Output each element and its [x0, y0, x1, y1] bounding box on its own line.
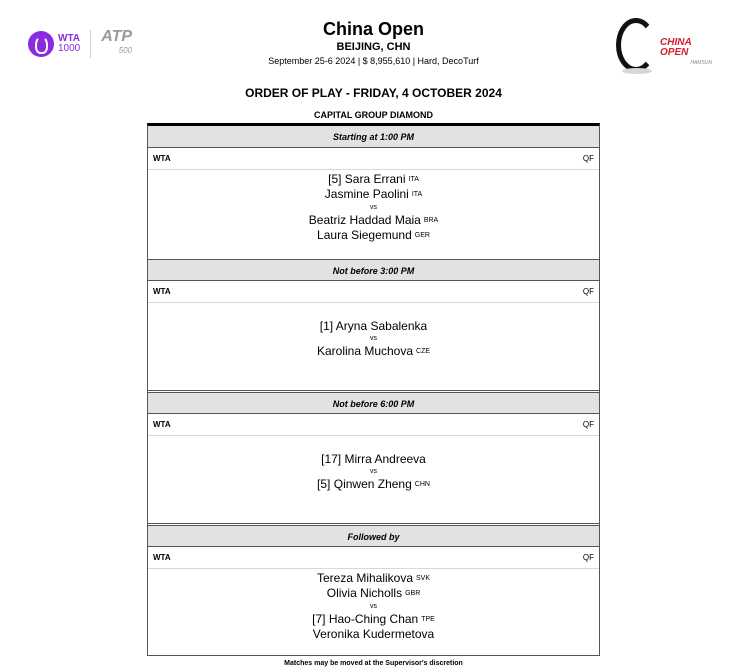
session-4: [148, 525, 599, 655]
session-time: Not before 3:00 PM: [148, 259, 599, 281]
session-time: Starting at 1:00 PM: [148, 126, 599, 148]
atp-logo: ATP 500: [101, 28, 133, 55]
logo-shadow: [622, 68, 652, 74]
player-name: Karolina Muchova: [316, 344, 414, 358]
match-body: [148, 303, 599, 391]
player-nationality: SVK: [416, 575, 431, 582]
player-nationality: ITA: [408, 176, 419, 183]
match-meta: [148, 148, 599, 170]
vs-label: vs: [370, 603, 377, 610]
vs-label: vs: [370, 335, 377, 342]
tour-label: WTA: [153, 553, 171, 562]
vs-label: vs: [370, 204, 377, 211]
match-meta: [148, 547, 599, 569]
player-name: Veronika Kudermetova: [312, 627, 435, 641]
match: [148, 571, 599, 641]
player: [148, 612, 599, 627]
player-nationality: GER: [414, 232, 430, 239]
player: [148, 571, 599, 586]
tour-label: WTA: [153, 287, 171, 296]
player-name: Tereza Mihalikova: [316, 571, 414, 585]
tournament-details: September 25-6 2024 | $ 8,955,610 | Hard, DecoTurf: [268, 56, 479, 66]
player-name: Hao-Ching Chan: [328, 612, 419, 626]
court-schedule: [147, 123, 600, 656]
tournament-location: BEIJING, CHN: [336, 41, 411, 53]
player-name: Mirra Andreeva: [344, 452, 426, 466]
tour-label: WTA: [153, 154, 171, 163]
china-open-s-icon: [616, 18, 656, 72]
player-name: Olivia Nicholls: [326, 586, 403, 600]
player-nationality: ITA: [411, 191, 423, 198]
player-name: Laura Siegemund: [317, 228, 412, 242]
player-name: Jasmine Paolini: [324, 187, 409, 201]
page-header: [0, 0, 747, 80]
session-time: Not before 6:00 PM: [148, 392, 599, 414]
player: [148, 213, 599, 228]
session-3: [148, 392, 599, 524]
player-seed: [5]: [317, 477, 331, 491]
player-seed: [17]: [321, 452, 342, 466]
player-nationality: CHN: [414, 481, 430, 488]
player: [148, 344, 599, 359]
china-open-logo-text: CHINA OPEN HAMSUN: [660, 37, 712, 66]
wta-logo-text: WTA 1000: [58, 33, 81, 54]
player-seed: [7]: [312, 612, 326, 626]
player: [148, 187, 599, 202]
match: [148, 319, 599, 359]
vs-label: vs: [370, 468, 377, 475]
round-label: QF: [582, 287, 594, 296]
match-meta: [148, 414, 599, 436]
player: [148, 172, 599, 187]
player-nationality: BRA: [423, 217, 439, 224]
player: [148, 228, 599, 243]
player-name: Beatriz Haddad Maia: [308, 213, 421, 227]
player: [148, 627, 599, 641]
session-time: Followed by: [148, 525, 599, 547]
footer-note: Matches may be moved at the Supervisor's discretion: [284, 660, 463, 667]
round-label: QF: [582, 420, 594, 429]
tour-label: WTA: [153, 420, 171, 429]
player-nationality: CZE: [416, 348, 431, 355]
court-name: CAPITAL GROUP DIAMOND: [313, 110, 433, 120]
player: [148, 319, 599, 333]
player-name: Aryna Sabalenka: [335, 319, 428, 333]
match: [148, 172, 599, 243]
match-body: [148, 436, 599, 524]
order-of-play-title: ORDER OF PLAY - FRIDAY, 4 OCTOBER 2024: [245, 86, 502, 100]
china-open-logo: [612, 16, 712, 76]
match-body: [148, 170, 599, 260]
player: [148, 477, 599, 492]
round-label: QF: [582, 553, 594, 562]
round-label: QF: [582, 154, 594, 163]
player-seed: [1]: [319, 319, 334, 333]
player-nationality: TPE: [421, 616, 435, 623]
session-2: [148, 259, 599, 391]
player-seed: [5]: [328, 172, 342, 186]
player: [148, 452, 599, 466]
match: [148, 452, 599, 492]
player: [148, 586, 599, 601]
tournament-name: China Open: [322, 19, 424, 39]
match-body: [148, 569, 599, 655]
match-meta: [148, 281, 599, 303]
player-name: Qinwen Zheng: [333, 477, 412, 491]
session-1: [148, 126, 599, 260]
player-name: Sara Errani: [344, 172, 406, 186]
player-nationality: GBR: [405, 590, 421, 597]
